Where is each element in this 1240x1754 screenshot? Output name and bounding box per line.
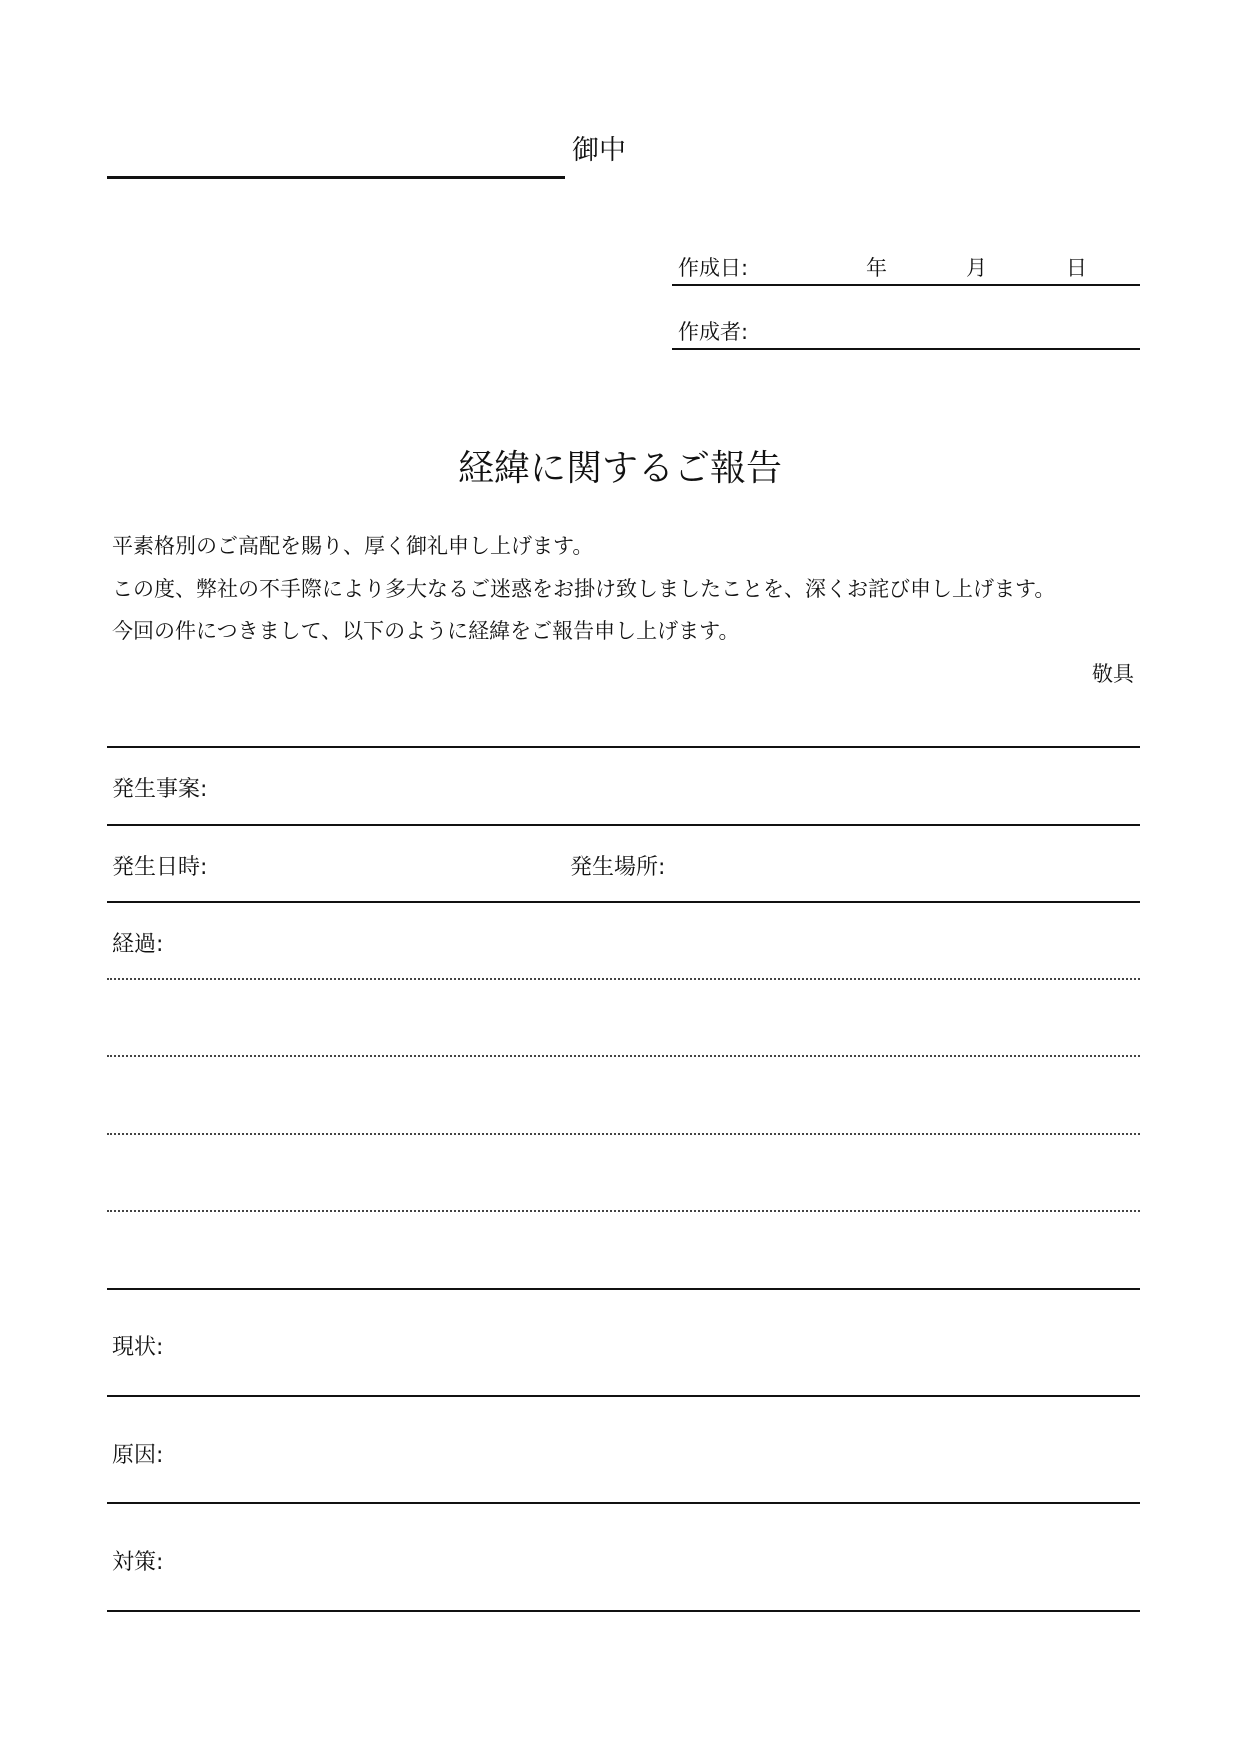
author-label: 作成者:	[678, 320, 749, 344]
status-field-line[interactable]	[107, 1395, 1140, 1397]
year-label: 年	[866, 256, 887, 280]
recipient-name-line[interactable]	[107, 176, 565, 179]
body-paragraph-3: 今回の件につきまして、以下のように経緯をご報告申し上げます。	[112, 619, 740, 643]
body-paragraph-1: 平素格別のご高配を賜り、厚く御礼申し上げます。	[112, 534, 594, 558]
form-top-line	[107, 746, 1140, 748]
progress-dotted-line[interactable]	[107, 1055, 1140, 1057]
progress-field-bottom-line	[107, 1288, 1140, 1290]
progress-dotted-line[interactable]	[107, 1133, 1140, 1135]
progress-label: 経過:	[112, 932, 164, 957]
day-label: 日	[1066, 256, 1087, 280]
document-title: 経緯に関するご報告	[457, 448, 782, 489]
closing-word: 敬具	[1092, 662, 1134, 686]
datetime-location-field-line[interactable]	[107, 901, 1140, 903]
author-field-line[interactable]	[672, 348, 1140, 350]
progress-dotted-line[interactable]	[107, 1210, 1140, 1212]
countermeasure-field-line[interactable]	[107, 1610, 1140, 1612]
month-label: 月	[966, 256, 987, 280]
cause-label: 原因:	[112, 1443, 164, 1468]
status-label: 現状:	[112, 1335, 164, 1360]
body-paragraph-2: この度、弊社の不手際により多大なるご迷惑をお掛け致しましたことを、深くお詫び申し上げます。	[112, 577, 1056, 601]
created-date-label: 作成日:	[678, 256, 749, 280]
location-label: 発生場所:	[570, 855, 666, 880]
countermeasure-label: 対策:	[112, 1550, 164, 1575]
honorific: 御中	[572, 135, 626, 166]
created-date-field-line[interactable]	[672, 284, 1140, 286]
incident-label: 発生事案:	[112, 777, 208, 802]
cause-field-line[interactable]	[107, 1502, 1140, 1504]
progress-dotted-line[interactable]	[107, 978, 1140, 980]
incident-field-line[interactable]	[107, 824, 1140, 826]
datetime-label: 発生日時:	[112, 855, 208, 880]
